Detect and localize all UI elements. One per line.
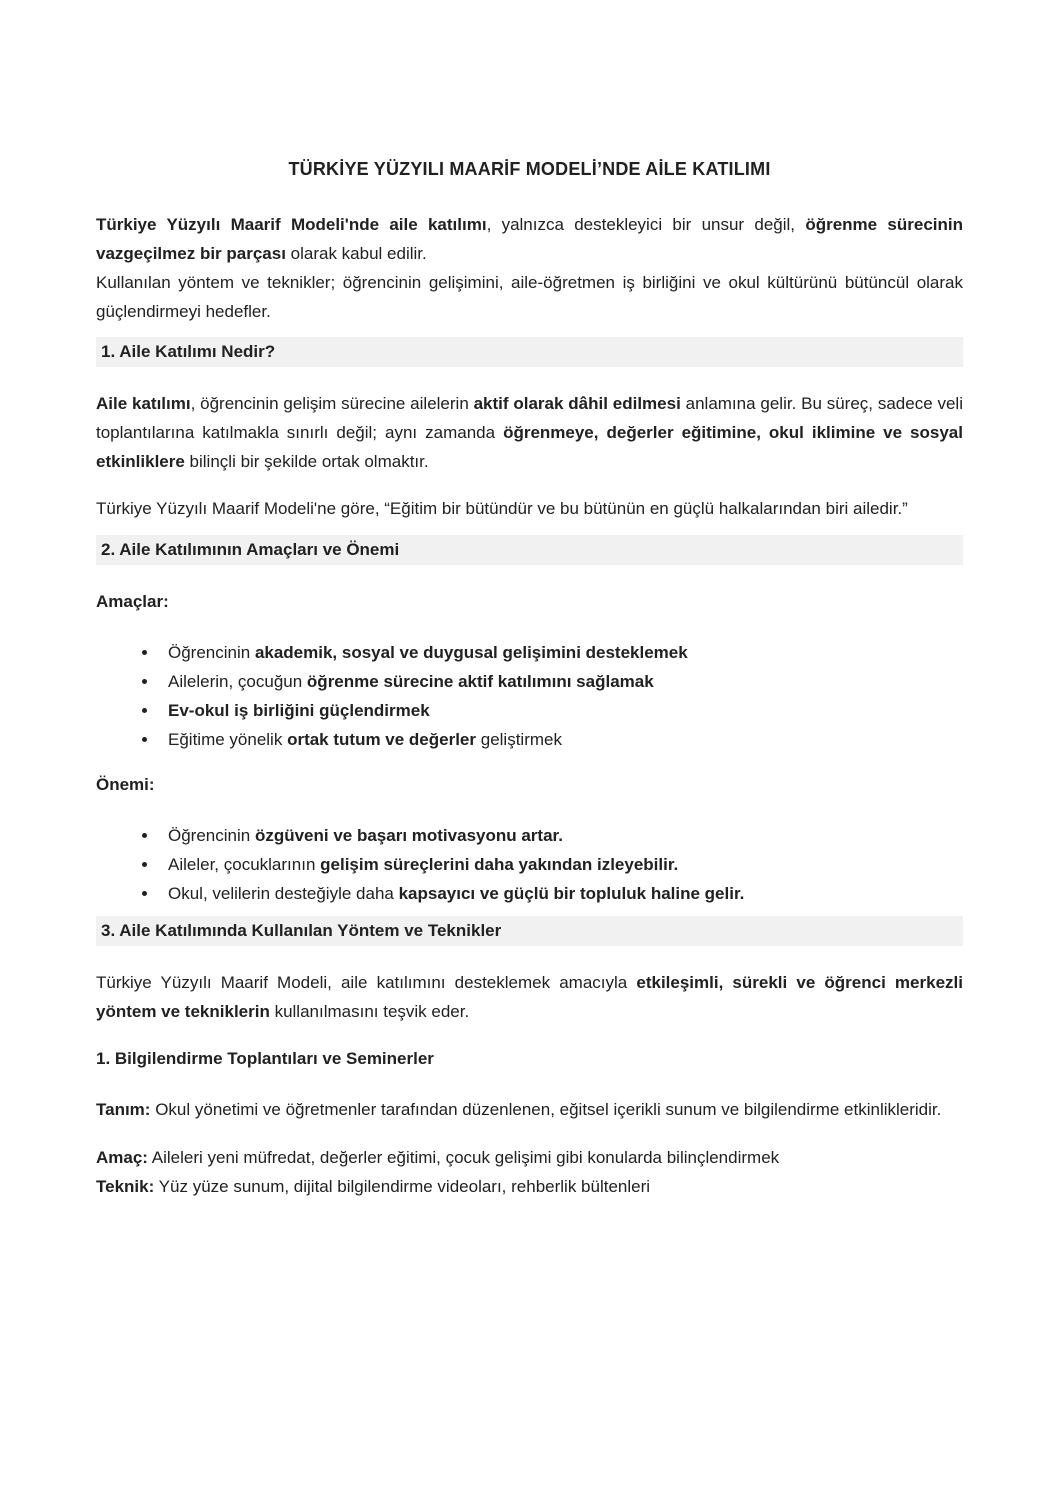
purpose-label: Amaç:	[96, 1148, 148, 1167]
technique-label: Teknik:	[96, 1177, 155, 1196]
text-run: Ailelerin, çocuğun	[168, 672, 307, 691]
list-item	[96, 667, 963, 696]
text-run-bold: gelişim süreçlerini daha yakından izleyebilir.	[320, 855, 679, 874]
text-run-bold: öğrenme sürecinin vazgeçilmez bir parçası	[96, 215, 963, 263]
section-heading-2: 2. Aile Katılımının Amaçları ve Önemi	[96, 535, 963, 565]
list-item	[96, 696, 963, 725]
text-run-bold: öğrenme sürecine aktif katılımını sağlamak	[306, 672, 654, 691]
text-run: , öğrencinin gelişim sürecine ailelerin	[190, 394, 474, 413]
text-run: Aileler, çocuklarının	[168, 855, 321, 874]
text-run-bold: aktif olarak dâhil edilmesi	[473, 394, 681, 413]
subsection-heading-1: 1. Bilgilendirme Toplantıları ve Seminerler	[96, 1049, 434, 1068]
list-item	[96, 725, 963, 754]
list-item	[96, 850, 963, 879]
purpose-technique-block	[96, 1143, 963, 1201]
importance-label: Önemi:	[96, 775, 155, 794]
intro-paragraph-2: Kullanılan yöntem ve teknikler; öğrencinin gelişimini, aile-öğretmen iş birliğini ve okul kültürünü bütüncül olarak güçlendirmeyi hedefler.	[96, 273, 963, 321]
text-run: Aileleri yeni müfredat, değerler eğitimi, çocuk gelişimi gibi konularda bilinçlendirmek	[147, 1148, 780, 1167]
text-run-bold: ortak tutum ve değerler	[287, 730, 477, 749]
definition-paragraph	[96, 1095, 963, 1124]
text-run-bold: Ev-okul iş birliğini güçlendirmek	[168, 701, 430, 720]
intro-paragraph-1	[96, 210, 963, 268]
text-run-bold: akademik, sosyal ve duygusal gelişimini desteklemek	[254, 643, 688, 662]
intro-block	[96, 210, 963, 326]
text-run: Okul yönetimi ve öğretmenler tarafından düzenlenen, eğitsel içerikli sunum ve bilgilendirme etkinlikleridir.	[150, 1100, 942, 1119]
text-run-bold: etkileşimli, sürekli ve öğrenci merkezli yöntem ve tekniklerin	[96, 973, 963, 1021]
text-run: bilinçli bir şekilde ortak olmaktır.	[184, 452, 429, 471]
list-item	[96, 821, 963, 850]
section-heading-1: 1. Aile Katılımı Nedir?	[96, 337, 963, 367]
list-item	[96, 638, 963, 667]
importance-list	[96, 821, 963, 908]
text-run: Öğrencinin	[168, 826, 255, 845]
section1-quote-paragraph: Türkiye Yüzyılı Maarif Modeli'ne göre, “Eğitim bir bütündür ve bu bütünün en güçlü halkalarından biri ailedir.”	[96, 499, 908, 518]
document-title: TÜRKİYE YÜZYILI MAARİF MODELİ’NDE AİLE KATILIMI	[288, 159, 771, 179]
text-run: Türkiye Yüzyılı Maarif Modeli, aile katılımını desteklemek amacıyla	[96, 973, 637, 992]
text-run-bold: Türkiye Yüzyılı Maarif Modeli'nde aile katılımı	[96, 215, 487, 234]
list-item	[96, 879, 963, 908]
goals-list	[96, 638, 963, 754]
text-run: anlamına gelir. Bu süreç, sadece veli toplantılarına katılmakla sınırlı değil; aynı zamanda	[96, 394, 963, 442]
text-run-bold: özgüveni ve başarı motivasyonu artar.	[254, 826, 563, 845]
text-run: geliştirmek	[476, 730, 562, 749]
purpose-line	[96, 1143, 963, 1172]
definition-label: Tanım:	[96, 1100, 151, 1119]
goals-label: Amaçlar:	[96, 592, 169, 611]
text-run-bold: Aile katılımı	[96, 394, 191, 413]
section1-paragraph-1	[96, 389, 963, 476]
text-run: Öğrencinin	[168, 643, 255, 662]
text-run: kullanılmasını teşvik eder.	[269, 1002, 470, 1021]
text-run-bold: kapsayıcı ve güçlü bir topluluk haline gelir.	[398, 884, 745, 903]
text-run: Eğitime yönelik	[168, 730, 288, 749]
text-run: Okul, velilerin desteğiyle daha	[168, 884, 399, 903]
section-heading-3: 3. Aile Katılımında Kullanılan Yöntem ve Teknikler	[96, 916, 963, 946]
text-run: olarak kabul edilir.	[285, 244, 427, 263]
technique-line	[96, 1172, 963, 1201]
text-run: , yalnızca destekleyici bir unsur değil,	[486, 215, 806, 234]
text-run: Yüz yüze sunum, dijital bilgilendirme videoları, rehberlik bültenleri	[154, 1177, 651, 1196]
section3-paragraph-1	[96, 968, 963, 1026]
text-run-bold: öğrenmeye, değerler eğitimine, okul iklimine ve sosyal etkinliklere	[96, 423, 963, 471]
